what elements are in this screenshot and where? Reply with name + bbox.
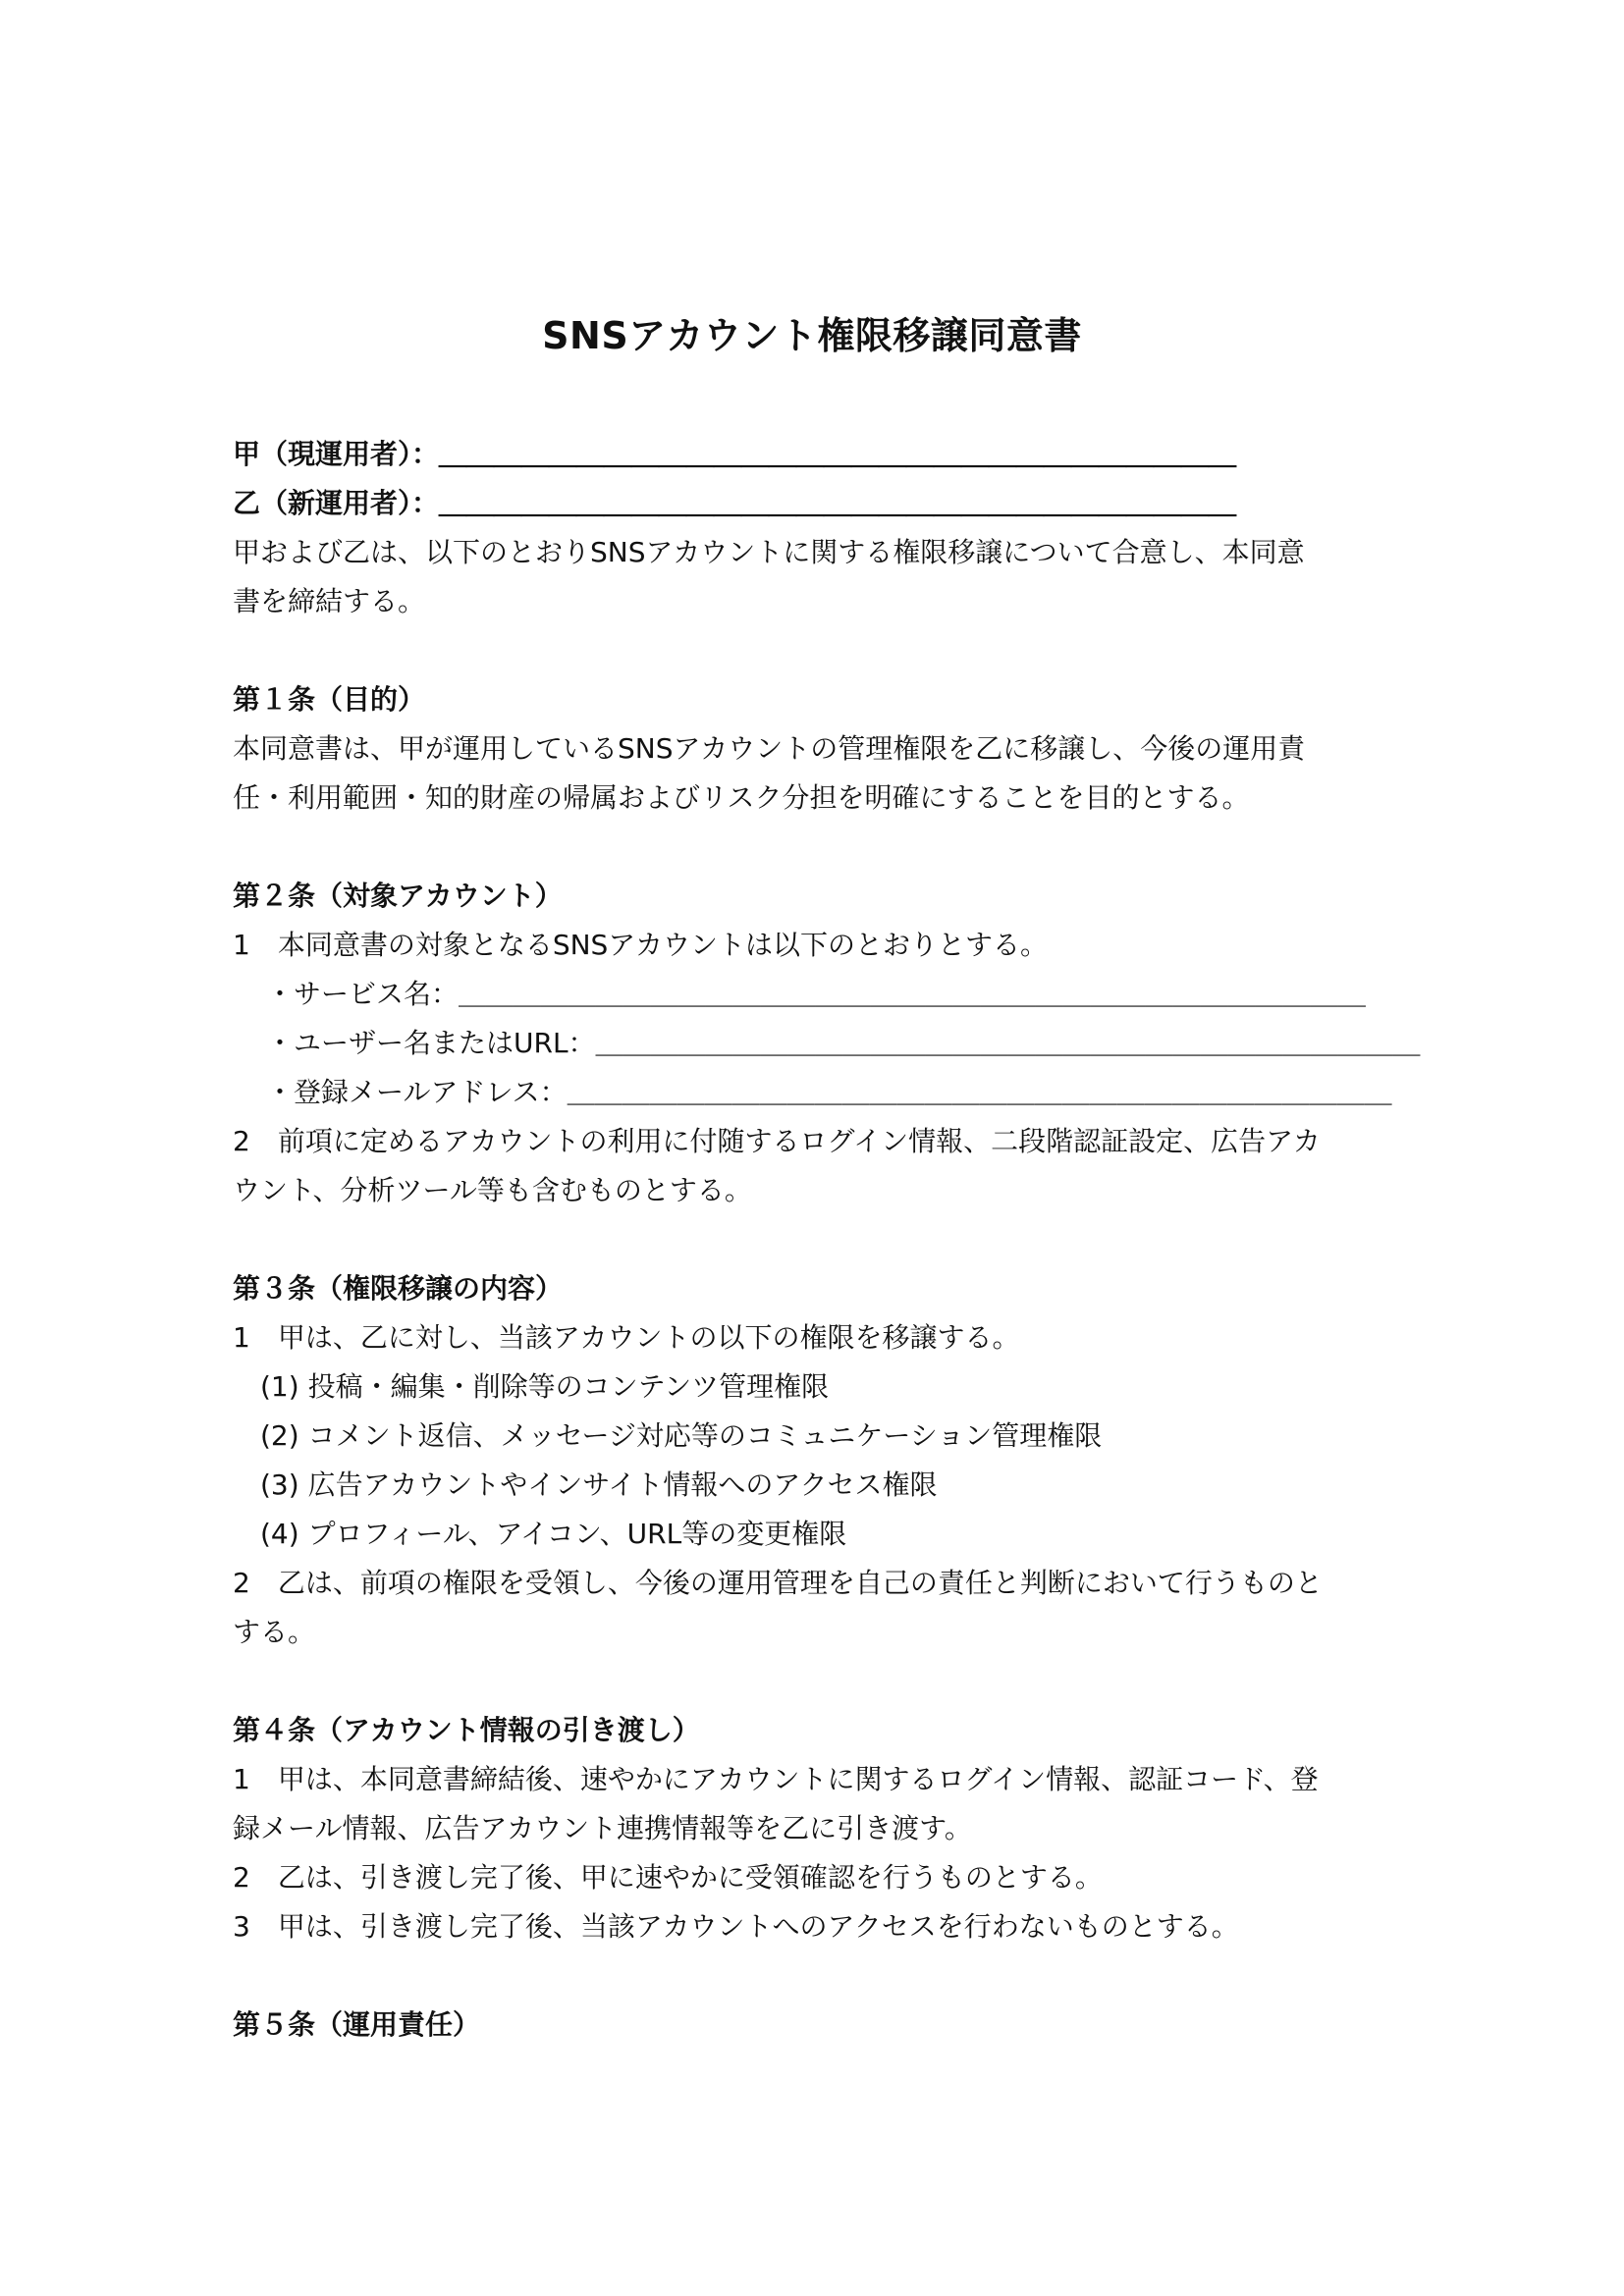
document-body — [233, 430, 1421, 2050]
spacer — [233, 823, 1391, 872]
email-field: ・登録メールアドレス：＿＿＿＿＿＿＿＿＿＿＿＿＿＿＿＿＿＿＿＿＿＿＿＿＿＿＿＿＿＿ — [266, 1076, 1392, 1108]
preamble-line: 書を締結する。 — [233, 585, 426, 617]
spacer — [233, 626, 1391, 675]
article-1-text: 本同意書は、甲が運用しているSNSアカウントの管理権限を乙に移譲し、今後の運用責 — [233, 732, 1306, 765]
article-3-heading: 第３条（権限移譲の内容） — [233, 1272, 564, 1305]
preamble-line: 甲および乙は、以下のとおりSNSアカウントに関する権限移譲について合意し、本同意 — [233, 536, 1305, 568]
document-title: SNSアカウント権限移譲同意書 — [542, 314, 1082, 357]
article-4-item-2: 2 乙は、引き渡し完了後、甲に速やかに受領確認を行うものとする。 — [233, 1861, 1103, 1894]
article-5-heading: 第５条（運用責任） — [233, 2008, 481, 2041]
article-3-subitem: (2) コメント返信、メッセージ対応等のコミュニケーション管理権限 — [260, 1419, 1103, 1452]
article-2-item-2: 2 前項に定めるアカウントの利用に付随するログイン情報、二段階認証設定、広告アカ — [233, 1125, 1321, 1157]
article-4-heading: 第４条（アカウント情報の引き渡し） — [233, 1714, 700, 1746]
service-name-field: ・サービス名：＿＿＿＿＿＿＿＿＿＿＿＿＿＿＿＿＿＿＿＿＿＿＿＿＿＿＿＿＿＿＿＿＿ — [266, 978, 1367, 1010]
article-3-subitem: (1) 投稿・編集・削除等のコンテンツ管理権限 — [260, 1370, 830, 1403]
spacer — [233, 1951, 1391, 2001]
article-4-item-1: 録メール情報、広告アカウント連携情報等を乙に引き渡す。 — [233, 1812, 972, 1844]
party-b-field: 乙（新運用者）：＿＿＿＿＿＿＿＿＿＿＿＿＿＿＿＿＿＿＿＿＿＿＿＿＿＿＿＿＿ — [233, 487, 1237, 519]
party-a-field: 甲（現運用者）：＿＿＿＿＿＿＿＿＿＿＿＿＿＿＿＿＿＿＿＿＿＿＿＿＿＿＿＿＿ — [233, 438, 1237, 470]
article-3-subitem: (4) プロフィール、アイコン、URL等の変更権限 — [260, 1518, 847, 1550]
spacer — [233, 1215, 1391, 1264]
article-4-item-3: 3 甲は、引き渡し完了後、当該アカウントへのアクセスを行わないものとする。 — [233, 1910, 1239, 1943]
article-2-item-2: ウント、分析ツール等も含むものとする。 — [233, 1174, 752, 1206]
article-3-item-2: 2 乙は、前項の権限を受領し、今後の運用管理を自己の責任と判断において行うものと — [233, 1567, 1323, 1599]
spacer — [233, 1657, 1391, 1706]
article-3-item-2: する。 — [233, 1616, 316, 1648]
article-1-text: 任・利用範囲・知的財産の帰属およびリスク分担を明確にすることを目的とする。 — [233, 781, 1250, 814]
article-1-heading: 第１条（目的） — [233, 683, 426, 716]
article-2-heading: 第２条（対象アカウント） — [233, 880, 563, 912]
article-3-item-1: 1 甲は、乙に対し、当該アカウントの以下の権限を移譲する。 — [233, 1321, 1020, 1354]
username-url-field: ・ユーザー名またはURL：＿＿＿＿＿＿＿＿＿＿＿＿＿＿＿＿＿＿＿＿＿＿＿＿＿＿＿＿＿＿ — [266, 1027, 1421, 1059]
article-4-item-1: 1 甲は、本同意書締結後、速やかにアカウントに関するログイン情報、認証コード、登 — [233, 1763, 1319, 1795]
article-2-item-1: 1 本同意書の対象となるSNSアカウントは以下のとおりとする。 — [233, 929, 1049, 961]
article-3-subitem: (3) 広告アカウントやインサイト情報へのアクセス権限 — [260, 1468, 938, 1501]
